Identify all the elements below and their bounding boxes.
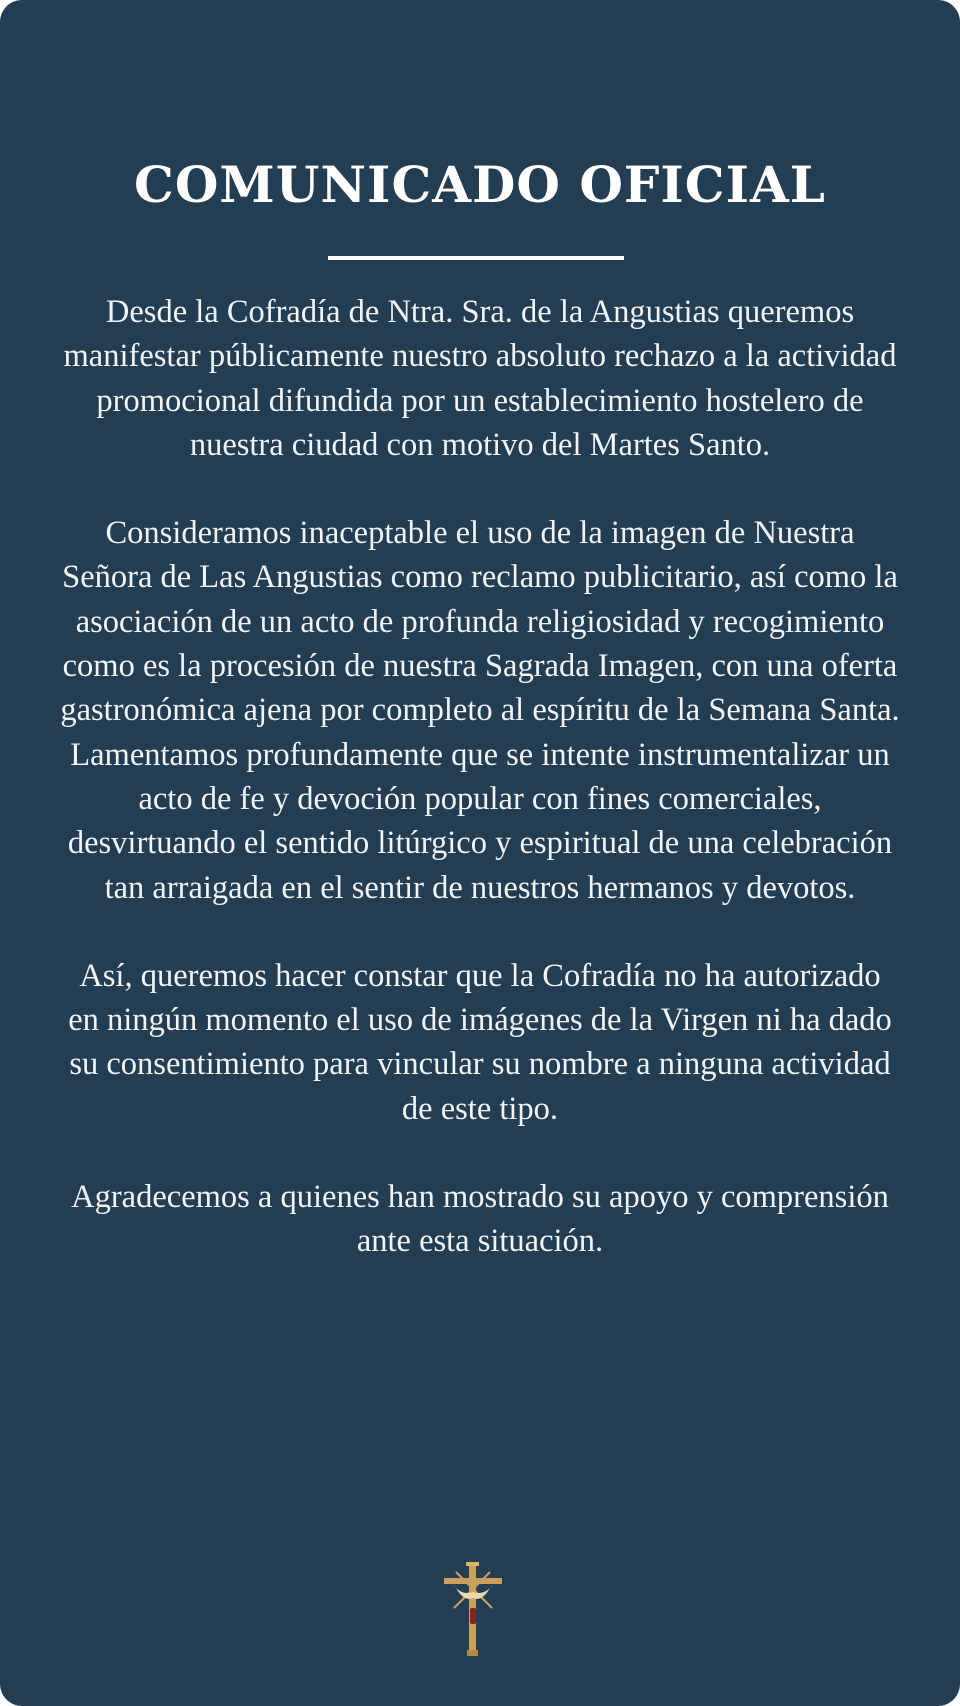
paragraph-unacceptable-use: Consideramos inaceptable el uso de la imagen de Nuestra Señora de Las Angustias como reclamo publicitario, así como la asociación de un acto de profunda religiosidad y recogimiento como es la procesión de nuestra Sagrada Imagen, con una oferta gastronómica ajena por completo al espíritu de la Semana Santa. Lamentamos profundamente que se intente instrumentalizar un acto de fe y devoción popular con fines comerciales, desvirtuando el sentido litúrgico y espiritual de una celebración tan arraigada en el sentir de nuestros hermanos y devotos.: [60, 515, 900, 906]
paragraph-no-authorization: Así, queremos hacer constar que la Cofradía no ha autorizado en ningún momento el uso de imágenes de la Virgen ni ha dado su consentimiento para vincular su nombre a ninguna actividad de este tipo.: [68, 957, 892, 1127]
crucifix-icon: [442, 1562, 504, 1658]
paragraph-thanks: Agradecemos a quienes han mostrado su apoyo y comprensión ante esta situación.: [71, 1179, 889, 1260]
paragraph-rejection: Desde la Cofradía de Ntra. Sra. de la Angustias queremos manifestar públicamente nuestro absoluto rechazo a la actividad promocional difundida por un establecimiento hostelero de nuestra ciudad con motivo del Martes Santo.: [63, 294, 897, 463]
title-divider: [328, 256, 624, 260]
notice-title: COMUNICADO OFICIAL: [134, 155, 826, 214]
notice-body: [60, 290, 900, 1308]
